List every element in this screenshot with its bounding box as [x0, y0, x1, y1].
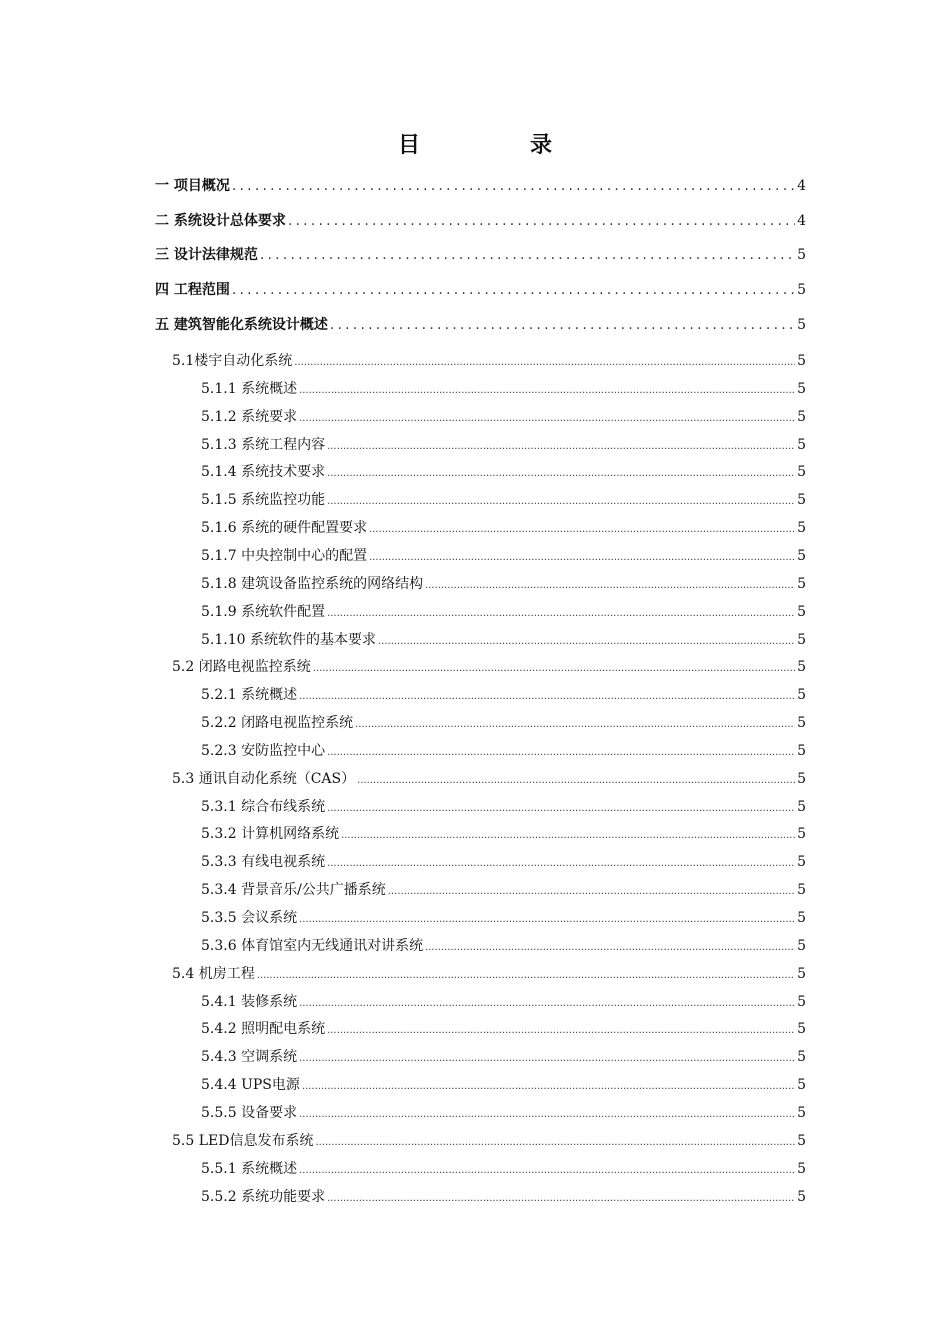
toc-entry-page-number: 5	[797, 1049, 806, 1066]
toc-entry-label: 5.1.1 系统概述	[201, 380, 298, 397]
dot-leader	[257, 966, 795, 986]
toc-entry[interactable]	[201, 685, 806, 707]
dot-leader	[299, 381, 795, 401]
toc-entry-page-number: 5	[797, 993, 806, 1010]
toc-entry[interactable]	[155, 245, 806, 265]
toc-entry[interactable]	[201, 407, 806, 429]
dot-leader	[327, 1021, 795, 1041]
toc-entry[interactable]	[201, 992, 806, 1014]
toc-entry-label: 5.1.8 建筑设备监控系统的网络结构	[201, 575, 424, 592]
toc-entry[interactable]	[201, 602, 806, 624]
toc-entry-page-number: 5	[797, 715, 806, 732]
dot-leader	[299, 409, 795, 429]
toc-entry[interactable]	[201, 630, 806, 652]
dot-leader	[299, 994, 795, 1014]
toc-entry-page-number: 5	[797, 603, 806, 620]
toc-entry-label: 5.3.4 背景音乐/公共广播系统	[201, 882, 386, 899]
toc-entry[interactable]	[201, 1159, 806, 1181]
dot-leader	[341, 826, 795, 846]
toc-entry-page-number: 5	[797, 492, 806, 509]
toc-entry-label: 5.5.1 系统概述	[201, 1160, 298, 1177]
dot-leader	[327, 743, 795, 763]
dot-leader	[357, 771, 795, 791]
toc-entry-page-number: 5	[797, 798, 806, 815]
toc-entry-label: 5.1.10 系统软件的基本要求	[201, 631, 376, 648]
toc-entry-label: 5.2.1 系统概述	[201, 687, 298, 704]
toc-entry[interactable]	[155, 211, 806, 231]
toc-entry[interactable]	[155, 280, 806, 300]
toc-entry-page-number: 5	[797, 282, 806, 298]
toc-entry-page-number: 4	[797, 213, 806, 229]
toc-entry-label: 5.2.3 安防监控中心	[201, 742, 326, 759]
toc-entry[interactable]	[201, 908, 806, 930]
dot-leader	[299, 1161, 795, 1181]
toc-entry[interactable]	[201, 741, 806, 763]
toc-entry-page-number: 5	[797, 247, 806, 263]
toc-entry[interactable]	[155, 315, 806, 335]
toc-entry-page-number: 5	[797, 1021, 806, 1038]
toc-entry-page-number: 5	[797, 1132, 806, 1149]
toc-entry-label: 5.1楼宇自动化系统	[172, 353, 293, 369]
dot-leader	[330, 315, 795, 335]
dot-leader	[315, 1133, 795, 1153]
toc-entry-page-number: 4	[797, 178, 806, 194]
toc-entry[interactable]	[201, 462, 806, 484]
toc-entry[interactable]	[201, 1047, 806, 1069]
dot-leader	[378, 632, 795, 652]
toc-entry-page-number: 5	[797, 687, 806, 704]
toc-entry-label: 5.3.5 会议系统	[201, 910, 298, 926]
toc-entry-label: 5.1.3 系统工程内容	[201, 436, 326, 453]
toc-entry[interactable]	[201, 546, 806, 568]
toc-entry-page-number: 5	[797, 882, 806, 899]
toc-entry-label: 5.5.5 设备要求	[201, 1104, 298, 1121]
toc-entry-page-number: 5	[797, 317, 806, 333]
toc-entry[interactable]	[172, 1131, 806, 1153]
toc-entry-label: 5.1.6 系统的硬件配置要求	[201, 520, 368, 537]
dot-leader	[302, 1077, 795, 1097]
toc-entry-page-number: 5	[797, 937, 806, 954]
dot-leader	[232, 176, 795, 196]
toc-entry-page-number: 5	[797, 1188, 806, 1205]
dot-leader	[327, 1189, 795, 1209]
toc-entry-label: 三 设计法律规范	[155, 247, 258, 263]
toc-entry-page-number: 5	[797, 1160, 806, 1177]
dot-leader	[425, 938, 795, 958]
dot-leader	[327, 854, 795, 874]
toc-entry-label: 5.1.4 系统技术要求	[201, 464, 326, 481]
dot-leader	[299, 687, 795, 707]
dot-leader	[299, 1105, 795, 1125]
page-title: 目 录	[397, 133, 596, 158]
toc-entry[interactable]	[172, 657, 806, 679]
toc-entry[interactable]	[201, 1103, 806, 1125]
dot-leader	[327, 799, 795, 819]
toc-entry[interactable]	[172, 964, 806, 986]
toc-entry-label: 5.3.1 综合布线系统	[201, 798, 326, 815]
toc-entry-label: 5.1.9 系统软件配置	[201, 603, 326, 620]
toc-entry-page-number: 5	[797, 631, 806, 648]
toc-entry-page-number: 5	[797, 910, 806, 926]
toc-entry[interactable]	[201, 518, 806, 540]
toc-entry[interactable]	[201, 574, 806, 596]
toc-entry-label: 5.5 LED信息发布系统	[172, 1132, 314, 1149]
dot-leader	[313, 659, 795, 679]
toc-entry-label: 5.2.2 闭路电视监控系统	[201, 715, 354, 732]
toc-entry-label: 5.2 闭路电视监控系统	[172, 659, 311, 676]
dot-leader	[388, 882, 795, 902]
toc-entry-page-number: 5	[797, 464, 806, 481]
toc-entry-page-number: 5	[797, 1077, 806, 1094]
toc-entry[interactable]	[172, 769, 806, 791]
toc-entry-page-number: 5	[797, 547, 806, 564]
dot-leader	[232, 280, 795, 300]
toc-entry-page-number: 5	[797, 742, 806, 759]
toc-entry-label: 四 工程范围	[155, 282, 230, 298]
toc-entry-page-number: 5	[797, 520, 806, 537]
toc-entry[interactable]	[155, 176, 806, 196]
dot-leader	[327, 464, 795, 484]
dot-leader	[288, 211, 795, 231]
toc-entry[interactable]	[201, 490, 806, 512]
toc-entry[interactable]	[201, 797, 806, 819]
toc-entry-label: 5.3.6 体育馆室内无线通讯对讲系统	[201, 937, 424, 954]
toc-entry-label: 5.3.2 计算机网络系统	[201, 826, 340, 843]
toc-entry-page-number: 5	[797, 770, 806, 787]
toc-entry-label: 5.4.4 UPS电源	[201, 1077, 300, 1094]
toc-entry-page-number: 5	[797, 436, 806, 453]
dot-leader	[327, 604, 795, 624]
toc-entry-page-number: 5	[797, 854, 806, 871]
toc-entry[interactable]	[201, 1075, 806, 1097]
toc-entry-label: 5.3 通讯自动化系统（CAS）	[172, 770, 356, 787]
dot-leader	[299, 1049, 795, 1069]
toc-entry-label: 5.4.2 照明配电系统	[201, 1021, 326, 1038]
toc-entry[interactable]	[172, 351, 806, 373]
toc-entry-page-number: 5	[797, 408, 806, 425]
toc-entry[interactable]	[201, 824, 806, 846]
dot-leader	[369, 548, 795, 568]
toc-entry-label: 二 系统设计总体要求	[155, 213, 286, 229]
toc-entry-label: 5.5.2 系统功能要求	[201, 1188, 326, 1205]
toc-entry-label: 5.1.5 系统监控功能	[201, 492, 326, 509]
dot-leader	[299, 910, 795, 930]
toc-entry-page-number: 5	[797, 353, 806, 369]
toc-entry-page-number: 5	[797, 1104, 806, 1121]
toc-entry-label: 5.1.2 系统要求	[201, 408, 298, 425]
toc-entry[interactable]	[201, 713, 806, 735]
dot-leader	[355, 715, 795, 735]
toc-entry-page-number: 5	[797, 380, 806, 397]
toc-entry-label: 5.3.3 有线电视系统	[201, 854, 326, 871]
toc-entry-page-number: 5	[797, 575, 806, 592]
toc-entry[interactable]	[201, 880, 806, 902]
toc-entry[interactable]	[201, 379, 806, 401]
toc-entry[interactable]	[201, 936, 806, 958]
dot-leader	[327, 492, 795, 512]
dot-leader	[425, 576, 795, 596]
toc-entry-label: 一 项目概况	[155, 178, 230, 194]
toc-entry-label: 5.4 机房工程	[172, 965, 255, 982]
toc-entry-label: 5.4.1 装修系统	[201, 993, 298, 1010]
toc-entry-page-number: 5	[797, 659, 806, 676]
toc-entry-label: 五 建筑智能化系统设计概述	[155, 317, 328, 333]
dot-leader	[369, 520, 795, 540]
toc-entry-page-number: 5	[797, 965, 806, 982]
toc-entry-label: 5.1.7 中央控制中心的配置	[201, 547, 368, 564]
toc-entry[interactable]	[201, 852, 806, 874]
toc-entry[interactable]	[201, 435, 806, 457]
toc-entry-page-number: 5	[797, 826, 806, 843]
dot-leader	[327, 437, 795, 457]
dot-leader	[294, 353, 795, 373]
dot-leader	[260, 245, 795, 265]
toc-entry-label: 5.4.3 空调系统	[201, 1049, 298, 1066]
toc-entry[interactable]	[201, 1187, 806, 1209]
toc-entry[interactable]	[201, 1019, 806, 1041]
